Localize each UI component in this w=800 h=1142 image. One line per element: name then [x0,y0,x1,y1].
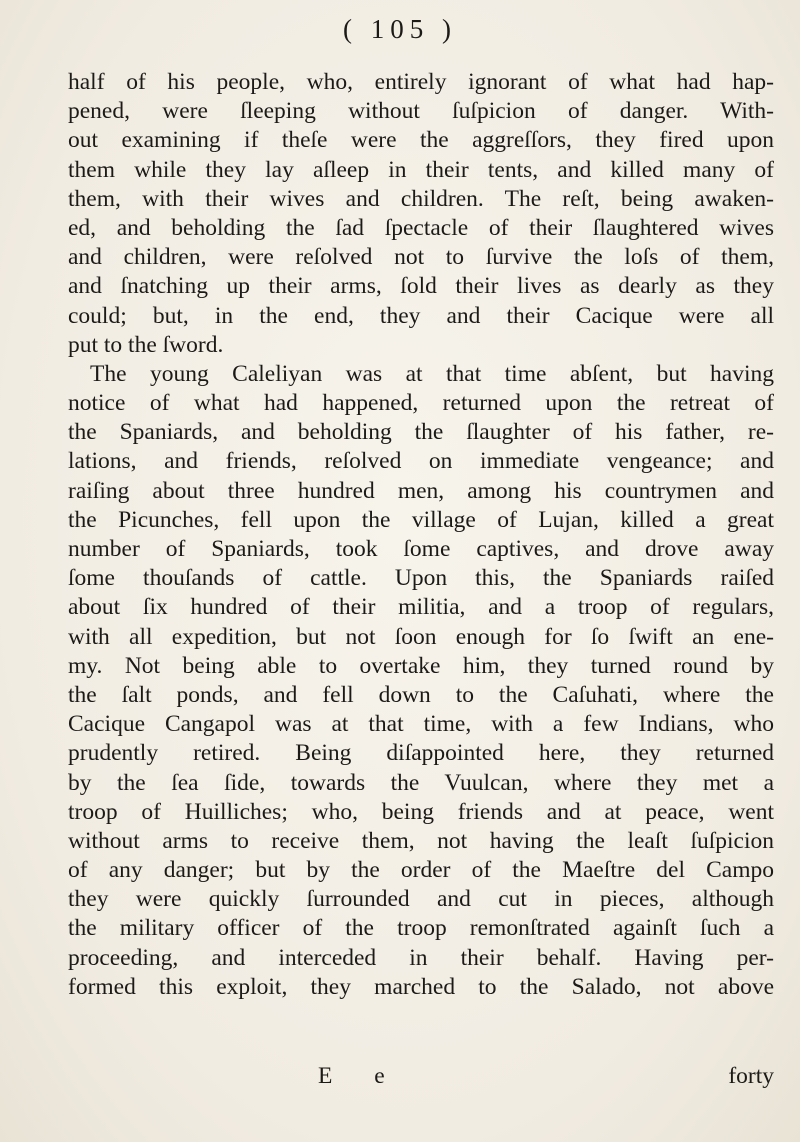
signature-mark: E e [318,1063,403,1089]
text-line: Cacique Cangapol was at that time, with a few Indians, who [68,711,774,738]
text-line: about ſix hundred of their militia, and a troop of regulars, [68,594,774,621]
page-footer [68,1063,774,1093]
text-line: prudently retired. Being diſappointed here, they returned [68,740,774,767]
text-line: number of Spaniards, took ſome captives, and drove away [68,536,774,562]
text-line: the Spaniards, and beholding the ſlaughter of his father, re- [68,419,774,446]
text-line: notice of what had happened, returned upon the retreat of [68,390,774,417]
text-line: ed, and beholding the ſad ſpectacle of their ſlaughtered wives [68,214,774,241]
text-line: the ſalt ponds, and fell down to the Caſuhati, where the [68,681,774,708]
text-line: pened, were ſleeping without ſuſpicion of danger. With- [68,98,774,125]
text-line: by the ſea ſide, towards the Vuulcan, where they met a [68,769,774,796]
catchword: forty [728,1063,774,1089]
text-line: ſome thouſands of cattle. Upon this, the Spaniards raiſed [68,565,774,592]
text-line: out examining if theſe were the aggreſſors, they fired upon [68,127,774,154]
text-line: formed this exploit, they marched to the Salado, not above [68,973,774,1000]
text-line: without arms to receive them, not having the leaſt ſuſpicion [68,827,774,854]
text-line: of any danger; but by the order of the Maeſtre del Campo [68,857,774,884]
text-line: proceeding, and interceded in their behalf. Having per- [68,944,774,971]
text-line: my. Not being able to overtake him, they turned round by [68,652,774,679]
text-line: raiſing about three hundred men, among his countrymen and [68,477,774,504]
paragraph-start-line: The young Caleliyan was at that time abſent, but having [90,360,774,387]
text-line: half of his people, who, entirely ignorant of what had hap- [68,69,774,95]
text-line: could; but, in the end, they and their Cacique were all [68,302,774,329]
text-line: them while they lay aſleep in their tents, and killed many of [68,156,774,183]
text-line: them, with their wives and children. The reſt, being awaken- [68,185,774,212]
text-line: the military officer of the troop remonſtrated againſt ſuch a [68,915,774,942]
text-line: with all expedition, but not ſoon enough for ſo ſwift an ene- [68,623,774,650]
text-line: the Picunches, fell upon the village of Lujan, killed a great [68,506,774,533]
text-line: lations, and friends, reſolved on immediate vengeance; and [68,448,774,475]
text-line: they were quickly ſurrounded and cut in pieces, although [68,886,774,913]
page-number: ( 105 ) [343,14,457,44]
text-line: put to the ſword. [68,331,224,358]
body-text [68,68,774,1002]
text-line: troop of Huilliches; who, being friends and at peace, went [68,798,774,825]
text-line: and children, were reſolved not to ſurvive the loſs of them, [68,244,774,271]
text-line: and ſnatching up their arms, ſold their lives as dearly as they [68,273,774,300]
